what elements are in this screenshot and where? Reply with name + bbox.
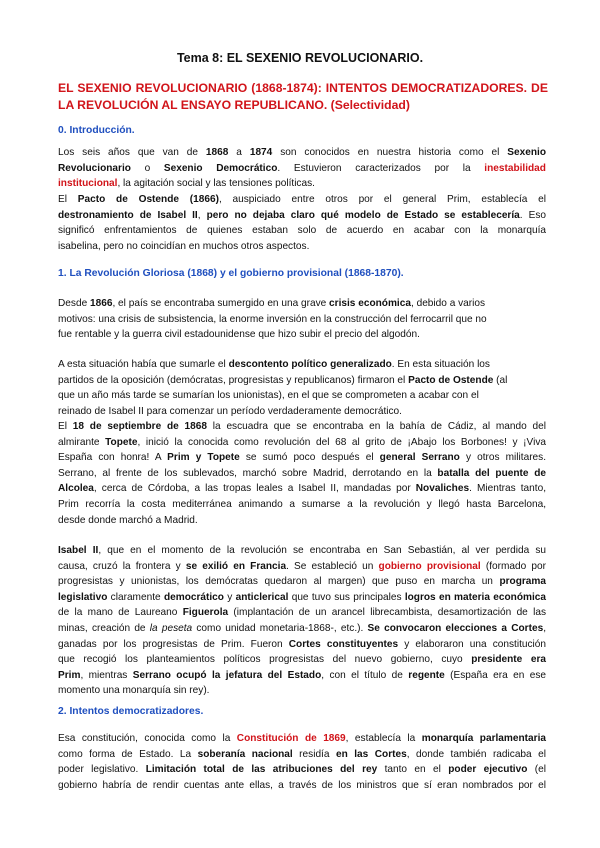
paragraph-2: A esta situación había que sumarle el descontento político generalizado. En esta situación los partidos de la oposición (demócratas, progresistas y republicanos) firmaron el Pacto de Ostende (al que un año más tarde se sumarían los unionistas), en el que se comprometen a acabar con el reinado de Isabel II para comenzar un período verdaderamente democrático. [58,359,508,417]
paragraph-4: Isabel II, que en el momento de la revolución se encontraba en San Sebastián, al ver perdida su causa, cruzó la frontera y se exilió en Francia. Se estableció un gobierno provisional (formado por progresistas y unionistas, los demócratas quedaron al margen) que puso en marcha un programa legislativo claramente democrático y anticlerical que tuvo sus principales logros en materia económica de la mano de Laureano Figuerola (implantación de un arancel librecambista, desamortización de las minas, creación de la peseta como unidad monetaria-1868-, etc.). Se convocaron elecciones a Cortes, ganadas por los progresistas de Prim. Fueron Cortes constituyentes y elaboraron una constitución que recogió los planteamientos políticos progresistas del nuevo gobierno, cuyo presidente era Prim, mientras Serrano ocupó la jefatura del Estado, con el título de regente (España era en ese momento una monarquía sin rey). [58,545,547,697]
paragraph-3: El 18 de septiembre de 1868 la escuadra que se encontraba en la bahía de Cádiz, al mando del almirante Topete, inició la conocida como revolución del 68 al grito de ¡Abajo los Borbones! y ¡Viva España con honra! A Prim y Topete se sumó poco después el general Serrano y otros militares. Serrano, al frente de los sublevados, marchó sobre Madrid, derrotando en la batalla del puente de Alcolea, cerca de Córdoba, a las tropas leales a Isabel II, mandadas por Novaliches. Mientras tanto, Prim recorría la costa mediterránea animando a sumarse a la revolución y llegó hasta Barcelona, desde donde marchó a Madrid. [58,421,547,526]
main-heading-line-1: EL SEXENIO REVOLUCIONARIO (1868-1874): INTENTOS DEMOCRATIZADORES. DE [58,81,548,95]
paragraph-intro-1: Los seis años que van de 1868 a 1874 son conocidos en nuestra historia como el Sexenio Revolucionario o Sexenio Democrático. Estuvieron caracterizados por la inestabilidad institucional, la agitación social y las tensiones políticas. [58,147,546,190]
paragraph-1: Desde 1866, el país se encontraba sumergido en una grave crisis económica, debido a varios motivos: una crisis de subsistencia, la enorme inversión en la construcción del ferrocarril que no fue rentable y la guerra civil estadounidense que hizo subir el precio del algodón. [58,298,487,341]
paragraph-5: Esa constitución, conocida como la Constitución de 1869, establecía la monarquía parlamentaria como forma de Estado. La soberanía nacional residía en las Cortes, donde también radicaba el poder legislativo. Limitación total de las atribuciones del rey tanto en el poder ejecutivo (el gobierno habría de rendir cuentas ante ellas, a través de los ministros que sí eran nombrados por el [58,733,547,791]
section-heading-intro: 0. Introducción. [58,125,135,136]
main-heading [58,80,548,114]
main-heading-line-2: LA REVOLUCIÓN AL ENSAYO REPUBLICANO. (Selectividad) [58,98,410,112]
paragraph-intro-2: El Pacto de Ostende (1866), auspiciado entre otros por el general Prim, establecía el destronamiento de Isabel II, pero no dejaba claro qué modelo de Estado se establecería. Eso significó enfrentamientos de quienes estaban solo de acuerdo en acabar con la monarquía isabelina, pero no coincidían en muchos otros aspectos. [58,194,546,252]
section-heading-2: 2. Intentos democratizadores. [58,706,204,717]
document-title: Tema 8: EL SEXENIO REVOLUCIONARIO. [176,51,424,65]
section-heading-1: 1. La Revolución Gloriosa (1868) y el gobierno provisional (1868-1870). [58,268,404,279]
